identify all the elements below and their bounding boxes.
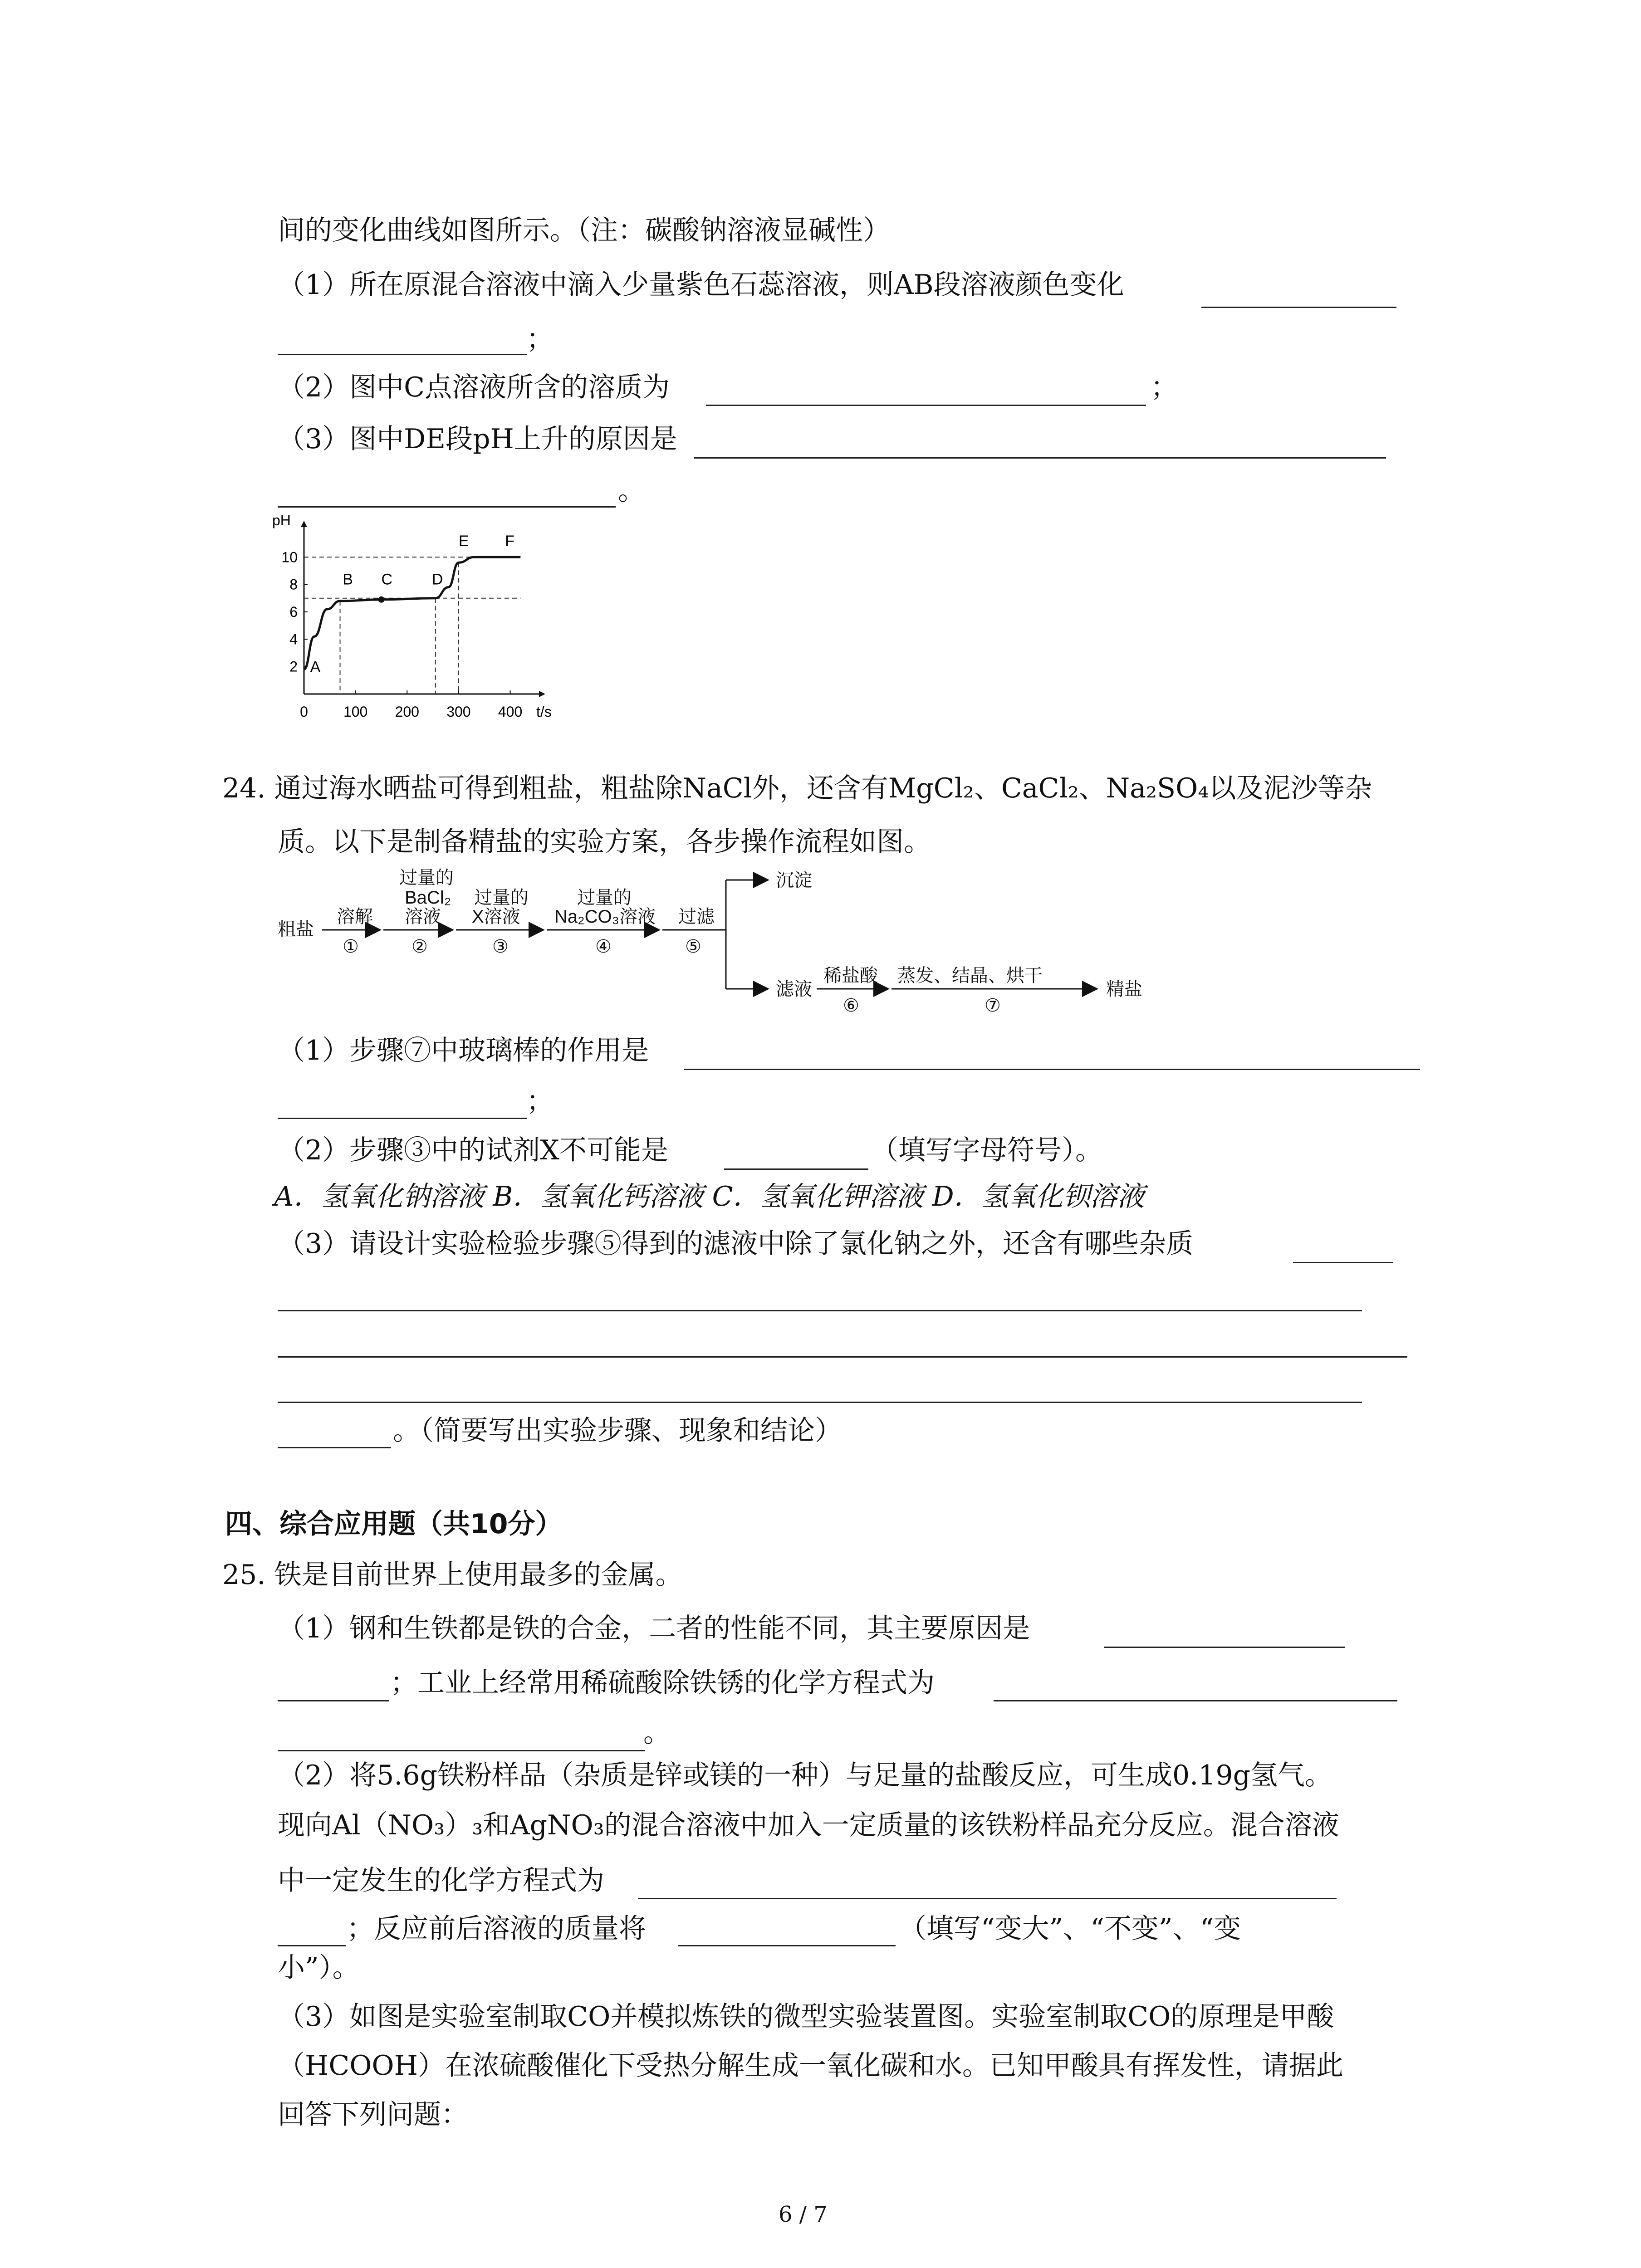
q25-part1-blank-a[interactable] [1104, 1647, 1345, 1648]
q24-part3-line-2[interactable] [278, 1356, 1407, 1358]
q24-part1-blank-cont[interactable] [278, 1118, 527, 1119]
point-label-b: B [343, 571, 353, 588]
q25-part3-line3: 回答下列问题： [278, 2099, 468, 2131]
point-label-c: C [381, 571, 393, 588]
x-tick-label: 400 [498, 704, 523, 720]
y-tick-label: 8 [289, 576, 298, 593]
y-axis-label: pH [272, 513, 291, 528]
q25-part1-blank-c[interactable] [994, 1700, 1397, 1701]
ph-chart [268, 513, 594, 721]
point-label-f: F [505, 533, 514, 550]
q25-part3-line2: （HCOOH）在浓硫酸催化下受热分解生成一氧化碳和水。已知甲酸具有挥发性，请据此 [278, 2050, 1343, 2082]
ph-curve [304, 557, 520, 669]
flow-s3-top1: 过量的 [474, 888, 529, 908]
x-tick-label: 0 [300, 704, 308, 720]
q25-part1-line2: ；工业上经常用稀硫酸除铁锈的化学方程式为 [390, 1667, 935, 1699]
q24-part2-text: （2）步骤③中的试剂X不可能是 [278, 1134, 668, 1166]
q23-part1-blank[interactable] [1201, 307, 1396, 308]
flow-s5-bottom: ⑤ [685, 937, 701, 957]
purification-flowchart [272, 866, 1180, 1030]
flow-s2-bottom: ② [411, 937, 428, 957]
point-label-d: D [431, 571, 443, 588]
y-tick-label: 2 [289, 658, 298, 675]
q23-intro: 间的变化曲线如图所示。（注：碳酸钠溶液显碱性） [278, 215, 890, 246]
x-tick-label: 200 [395, 704, 419, 720]
q25-part1-text: （1）钢和生铁都是铁的合金，二者的性能不同，其主要原因是 [278, 1613, 1030, 1644]
q23-part3-end: 。 [618, 475, 645, 507]
q24-part3-blank[interactable] [1293, 1262, 1393, 1263]
q24-part2-after: （填写字母符号）。 [871, 1134, 1102, 1166]
y-tick-label: 4 [289, 631, 298, 648]
q23-part2-blank[interactable] [706, 405, 1146, 406]
q25-part2-blank-a[interactable] [638, 1898, 1337, 1899]
flow-start-label: 粗盐 [278, 919, 314, 939]
flow-s2-top2: BaCl₂ [405, 888, 451, 908]
page-number: 6 / 7 [779, 2202, 828, 2227]
q23-part2-text: （2）图中C点溶液所含的溶质为 [278, 371, 670, 403]
flow-s6-bottom: ⑥ [843, 996, 859, 1016]
q23-part3-blank[interactable] [694, 457, 1386, 459]
flow-filtrate: 滤液 [776, 979, 812, 999]
q23-part2-end: ； [1151, 371, 1178, 403]
q24-part3-line-1[interactable] [278, 1310, 1362, 1311]
flow-s4-top2: Na₂CO₃溶液 [554, 907, 656, 927]
point-c-dot [378, 596, 384, 603]
q24-options: A．氢氧化钠溶液 B．氢氧化钙溶液 C．氢氧化钾溶液 D．氢氧化钡溶液 [274, 1181, 1145, 1212]
flow-s5-top: 过滤 [678, 907, 715, 927]
flow-s7-top: 蒸发、结晶、烘干 [897, 966, 1043, 986]
q25-part2-line1: （2）将5.6g铁粉样品（杂质是锌或镁的一种）与足量的盐酸反应，可生成0.19g氢气。 [278, 1760, 1332, 1791]
q25-part2-blank-b[interactable] [278, 1945, 346, 1946]
q25-part2-line3: 中一定发生的化学方程式为 [278, 1865, 604, 1897]
q23-part3-text: （3）图中DE段pH上升的原因是 [278, 423, 677, 455]
q25-part1-blank-d[interactable] [278, 1750, 645, 1751]
flow-s4-bottom: ④ [595, 937, 612, 957]
q24-line1: 24. 通过海水晒盐可得到粗盐，粗盐除NaCl外，还含有MgCl₂、CaCl₂、Na₂SO₄以及泥沙等杂 [222, 772, 1372, 804]
q25-part2-line4-mid: ；反应前后溶液的质量将 [347, 1913, 646, 1945]
q25-part2-blank-c[interactable] [678, 1945, 896, 1946]
flow-end: 精盐 [1106, 979, 1142, 999]
y-tick-label: 10 [281, 549, 298, 566]
x-tick-label: 300 [446, 704, 471, 720]
flow-s6-top: 稀盐酸 [823, 966, 878, 986]
flow-s3-bottom: ③ [492, 937, 509, 957]
point-label-a: A [310, 658, 321, 676]
q25-part2-line2: 现向Al（NO₃）₃和AgNO₃的混合溶液中加入一定质量的该铁粉样品充分反应。混合溶液 [278, 1809, 1339, 1841]
x-axis-label: t/s [536, 704, 552, 720]
q25-part1-blank-b[interactable] [278, 1700, 389, 1701]
q24-part3-end: 。（简要写出实验步骤、现象和结论） [393, 1415, 842, 1447]
flow-s7-bottom: ⑦ [985, 996, 1001, 1016]
q24-part3-line-3[interactable] [278, 1402, 1362, 1403]
q23-part1-text: （1）所在原混合溶液中滴入少量紫色石蕊溶液，则AB段溶液颜色变化 [278, 269, 1124, 301]
y-tick-label: 6 [289, 603, 298, 620]
y-axis-arrow [301, 521, 307, 527]
flow-precipitate: 沉淀 [776, 870, 812, 890]
q25-part2-line5: 小”）。 [278, 1952, 360, 1984]
q24-part3-text: （3）请设计实验检验步骤⑤得到的滤液中除了氯化钠之外，还含有哪些杂质 [278, 1228, 1194, 1260]
q24-part3-line-4[interactable] [278, 1447, 391, 1448]
q23-part1-blank-cont[interactable] [278, 354, 527, 355]
section4-heading: 四、综合应用题（共10分） [225, 1508, 563, 1540]
point-label-e: E [458, 533, 469, 550]
q25-part3-line1: （3）如图是实验室制取CO并模拟炼铁的微型实验装置图。实验室制取CO的原理是甲酸 [278, 2001, 1334, 2033]
q24-part1-text: （1）步骤⑦中玻璃棒的作用是 [278, 1035, 649, 1066]
x-tick-label: 100 [343, 704, 368, 720]
q25-line1: 25. 铁是目前世界上使用最多的金属。 [222, 1559, 683, 1591]
q24-part1-end: ； [526, 1085, 554, 1117]
q24-part1-blank[interactable] [684, 1069, 1420, 1070]
flow-s2-top1: 过量的 [399, 868, 454, 888]
q23-part3-blank-cont[interactable] [278, 506, 616, 508]
q25-part1-end: 。 [643, 1717, 671, 1749]
x-axis-arrow [539, 691, 545, 697]
flow-s1-top: 溶解 [337, 907, 373, 927]
flow-s4-top1: 过量的 [577, 888, 632, 908]
q24-part2-blank[interactable] [724, 1168, 868, 1170]
q24-line2: 质。以下是制备精盐的实验方案，各步操作流程如图。 [278, 826, 931, 858]
q25-part2-line4-after: （填写“变大”、“不变”、“变 [899, 1913, 1241, 1945]
q23-part1-end: ； [526, 323, 554, 355]
flow-s2-top3: 溶液 [405, 907, 441, 927]
flow-s3-top2: X溶液 [472, 907, 520, 927]
flow-s1-bottom: ① [343, 937, 359, 957]
